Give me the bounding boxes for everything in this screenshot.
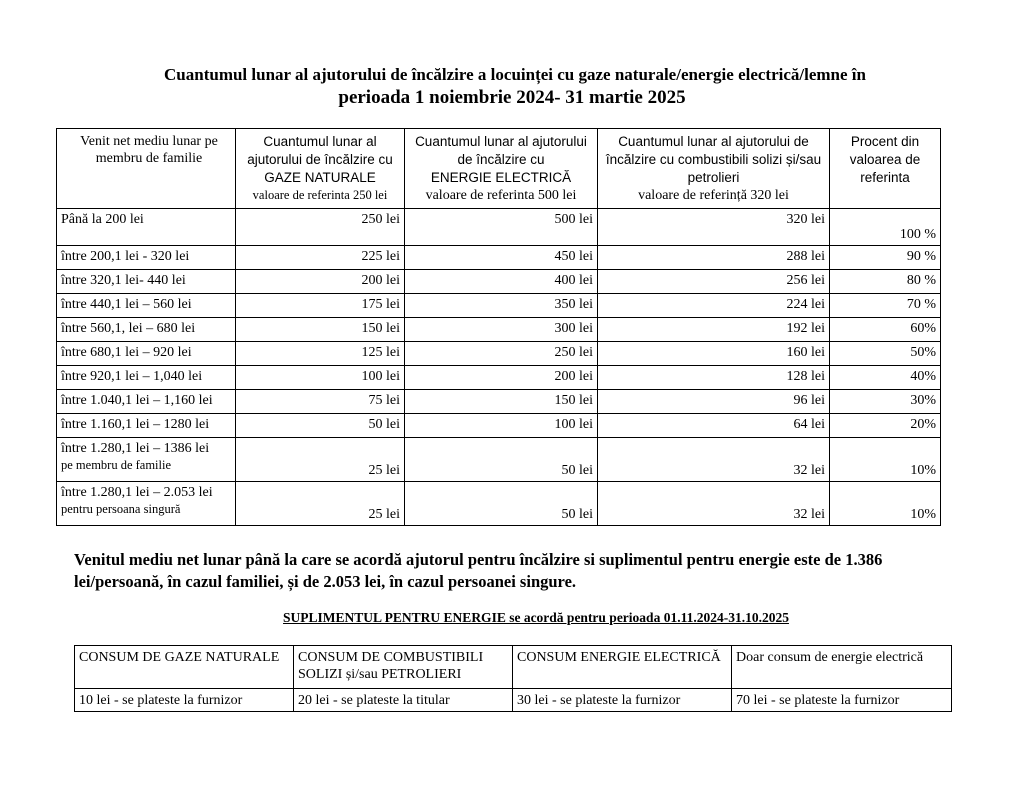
income-bracket-cell: între 1.040,1 lei – 1,160 lei	[57, 390, 236, 414]
header-income: Venit net mediu lunar pe membru de familie	[57, 129, 236, 209]
income-bracket-cell: între 320,1 lei- 440 lei	[57, 270, 236, 294]
energy-supplement-table	[74, 645, 952, 712]
percent-cell: 20%	[830, 414, 941, 438]
income-bracket-cell: între 1.160,1 lei – 1280 lei	[57, 414, 236, 438]
percent-cell: 100 %	[830, 209, 941, 246]
table-row	[57, 366, 941, 390]
income-bracket-cell: între 920,1 lei – 1,040 lei	[57, 366, 236, 390]
gas-amount-cell: 100 lei	[236, 366, 405, 390]
table-row	[57, 209, 941, 246]
solid-fuel-amount-cell: 288 lei	[598, 246, 830, 270]
solid-fuel-amount-cell: 160 lei	[598, 342, 830, 366]
supplement-values-row	[75, 689, 952, 712]
gas-amount-cell: 150 lei	[236, 318, 405, 342]
gas-amount-cell: 50 lei	[236, 414, 405, 438]
header-electricity: Cuantumul lunar al ajutorului de încălzire cu ENERGIE ELECTRICĂ valoare de referinta 500 lei	[405, 129, 598, 209]
table-row	[57, 342, 941, 366]
energy-supplement-title: SUPLIMENTUL PENTRU ENERGIE se acordă pentru perioada 01.11.2024-31.10.2025	[283, 610, 789, 625]
solid-fuel-amount-cell: 96 lei	[598, 390, 830, 414]
solid-fuel-amount-cell: 224 lei	[598, 294, 830, 318]
percent-cell: 10%	[830, 438, 941, 482]
electricity-amount-cell: 450 lei	[405, 246, 598, 270]
percent-cell: 80 %	[830, 270, 941, 294]
income-bracket-cell: între 560,1, lei – 680 lei	[57, 318, 236, 342]
percent-cell: 90 %	[830, 246, 941, 270]
gas-amount-cell: 200 lei	[236, 270, 405, 294]
supplement-value-cell: 10 lei - se plateste la furnizor	[75, 689, 294, 712]
table-row	[57, 318, 941, 342]
table-row	[57, 294, 941, 318]
title-line-1: Cuantumul lunar al ajutorului de încălzire a locuinței cu gaze naturale/energie electrică/lemne în	[164, 65, 866, 84]
gas-amount-cell: 250 lei	[236, 209, 405, 246]
title-line-2: perioada 1 noiembrie 2024- 31 martie 2025	[338, 87, 686, 108]
table-row	[57, 270, 941, 294]
electricity-amount-cell: 50 lei	[405, 482, 598, 526]
solid-fuel-amount-cell: 256 lei	[598, 270, 830, 294]
solid-fuel-amount-cell: 128 lei	[598, 366, 830, 390]
income-bracket-cell: Până la 200 lei	[57, 209, 236, 246]
income-bracket-cell: între 440,1 lei – 560 lei	[57, 294, 236, 318]
document-title	[0, 64, 1024, 110]
percent-cell: 70 %	[830, 294, 941, 318]
gas-amount-cell: 225 lei	[236, 246, 405, 270]
supplement-value-cell: 20 lei - se plateste la titular	[294, 689, 513, 712]
gas-amount-cell: 125 lei	[236, 342, 405, 366]
percent-cell: 60%	[830, 318, 941, 342]
supplement-value-cell: 70 lei - se plateste la furnizor	[732, 689, 952, 712]
solid-fuel-amount-cell: 32 lei	[598, 438, 830, 482]
percent-cell: 30%	[830, 390, 941, 414]
heating-aid-header-row	[57, 129, 941, 209]
gas-amount-cell: 25 lei	[236, 438, 405, 482]
header-solid-fuel: Cuantumul lunar al ajutorului de încălzire cu combustibili solizi și/sau petrolieri valoare de referință 320 lei	[598, 129, 830, 209]
solid-fuel-amount-cell: 192 lei	[598, 318, 830, 342]
heating-aid-table	[56, 128, 941, 526]
electricity-amount-cell: 350 lei	[405, 294, 598, 318]
electricity-amount-cell: 50 lei	[405, 438, 598, 482]
income-bracket-cell: între 1.280,1 lei – 2.053 lei pentru persoana singură	[57, 482, 236, 526]
electricity-amount-cell: 400 lei	[405, 270, 598, 294]
income-bracket-cell: între 1.280,1 lei – 1386 lei pe membru de familie	[57, 438, 236, 482]
supplement-header-row	[75, 646, 952, 689]
electricity-amount-cell: 250 lei	[405, 342, 598, 366]
electricity-amount-cell: 500 lei	[405, 209, 598, 246]
header-gas: Cuantumul lunar al ajutorului de încălzire cu GAZE NATURALE valoare de referinta 250 lei	[236, 129, 405, 209]
supplement-value-cell: 30 lei - se plateste la furnizor	[513, 689, 732, 712]
electricity-amount-cell: 100 lei	[405, 414, 598, 438]
income-threshold-note: Venitul mediu net lunar până la care se acordă ajutorul pentru încălzire si suplimentul pentru energie este de 1.386 lei/persoană, în cazul familiei, și de 2.053 lei, în cazul persoanei singure.	[74, 550, 883, 591]
electricity-amount-cell: 300 lei	[405, 318, 598, 342]
table-row	[57, 482, 941, 526]
electricity-amount-cell: 200 lei	[405, 366, 598, 390]
solid-fuel-amount-cell: 64 lei	[598, 414, 830, 438]
supplement-header-cell: CONSUM DE COMBUSTIBILI SOLIZI și/sau PETROLIERI	[294, 646, 513, 689]
table-row	[57, 246, 941, 270]
income-bracket-cell: între 200,1 lei - 320 lei	[57, 246, 236, 270]
gas-amount-cell: 25 lei	[236, 482, 405, 526]
percent-cell: 50%	[830, 342, 941, 366]
percent-cell: 10%	[830, 482, 941, 526]
electricity-amount-cell: 150 lei	[405, 390, 598, 414]
percent-cell: 40%	[830, 366, 941, 390]
supplement-header-cell: Doar consum de energie electrică	[732, 646, 952, 689]
gas-amount-cell: 175 lei	[236, 294, 405, 318]
header-percent: Procent din valoarea de referinta	[830, 129, 941, 209]
supplement-header-cell: CONSUM ENERGIE ELECTRICĂ	[513, 646, 732, 689]
solid-fuel-amount-cell: 32 lei	[598, 482, 830, 526]
table-row	[57, 438, 941, 482]
income-bracket-cell: între 680,1 lei – 920 lei	[57, 342, 236, 366]
table-row	[57, 390, 941, 414]
gas-amount-cell: 75 lei	[236, 390, 405, 414]
solid-fuel-amount-cell: 320 lei	[598, 209, 830, 246]
supplement-header-cell: CONSUM DE GAZE NATURALE	[75, 646, 294, 689]
table-row	[57, 414, 941, 438]
